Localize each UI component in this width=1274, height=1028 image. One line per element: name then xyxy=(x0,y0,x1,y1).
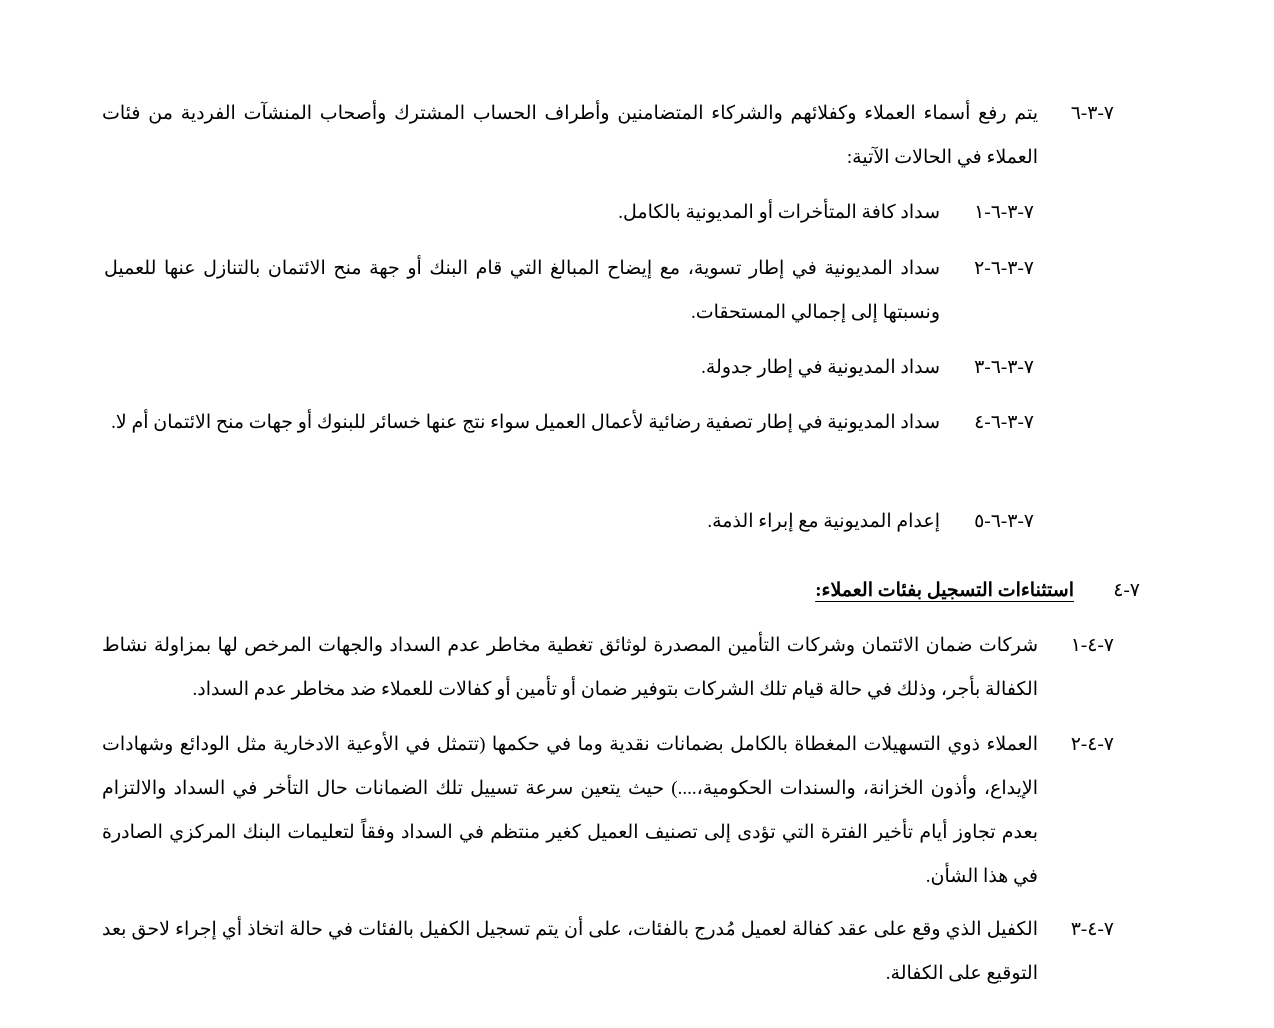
sub-clause-text: سداد المديونية في إطار تسوية، مع إيضاح المبالغ التي قام البنك أو جهة منح الائتمان بالتنازل عنها للعميل ونسبتها إلى إجمالي المستحقات. xyxy=(104,258,940,323)
sub-clause-text: سداد المديونية في إطار جدولة. xyxy=(701,357,940,378)
clause-number: ٧-٤-٣ xyxy=(1070,919,1114,940)
clause-text: يتم رفع أسماء العملاء وكفلائهم والشركاء المتضامنين وأطراف الحساب المشترك وأصحاب المنشآت الفردية من فئات العملاء في الحالات الآتية: xyxy=(102,103,1038,168)
clause-number: ٧-٤-٢ xyxy=(1070,734,1114,755)
clause-text: العملاء ذوي التسهيلات المغطاة بالكامل بضمانات نقدية وما في حكمها (تتمثل في الأوعية الادخارية مثل الودائع وشهادات الإيداع، وأذون الخزانة، والسندات الحكومية،....) حيث يتعين سرعة تسييل تلك الضمانات حال التأخر في السداد والالتزام بعدم تجاوز أيام تأخير الفترة التي تؤدى إلى تصنيف العميل كغير منتظم في السداد وفقاً لتعليمات البنك المركزي الصادرة في هذا الشأن. xyxy=(102,734,1038,887)
clause-number: ٧-٣-٦ xyxy=(1070,103,1114,124)
sub-clause-number: ٧-٣-٦-٥ xyxy=(974,511,1034,532)
sub-clause-text: سداد المديونية في إطار تصفية رضائية لأعمال العميل سواء نتج عنها خسائر للبنوك أو جهات منح الائتمان أم لا. xyxy=(111,412,940,433)
sub-clause-text: سداد كافة المتأخرات أو المديونية بالكامل. xyxy=(618,202,940,223)
clause-text: شركات ضمان الائتمان وشركات التأمين المصدرة لوثائق تغطية مخاطر عدم السداد والجهات المرخص لها بمزاولة نشاط الكفالة بأجر، وذلك في حالة قيام تلك الشركات بتوفير ضمان أو تأمين أو كفالات للعملاء ضد مخاطر عدم السداد. xyxy=(102,635,1038,700)
sub-clause-number: ٧-٣-٦-٢ xyxy=(974,258,1034,279)
clause-number: ٧-٤-١ xyxy=(1070,635,1114,656)
sub-clause-number: ٧-٣-٦-١ xyxy=(974,202,1034,223)
clause-text: الكفيل الذي وقع على عقد كفالة لعميل مُدرج بالفئات، على أن يتم تسجيل الكفيل بالفئات في حالة اتخاذ أي إجراء لاحق بعد التوقيع على الكفالة. xyxy=(102,919,1038,984)
sub-clause-number: ٧-٣-٦-٤ xyxy=(974,412,1034,433)
section-heading: استثناءات التسجيل بفئات العملاء: xyxy=(815,580,1074,601)
sub-clause-number: ٧-٣-٦-٣ xyxy=(974,357,1034,378)
section-number: ٧-٤ xyxy=(1113,580,1140,601)
sub-clause-text: إعدام المديونية مع إبراء الذمة. xyxy=(707,511,940,532)
